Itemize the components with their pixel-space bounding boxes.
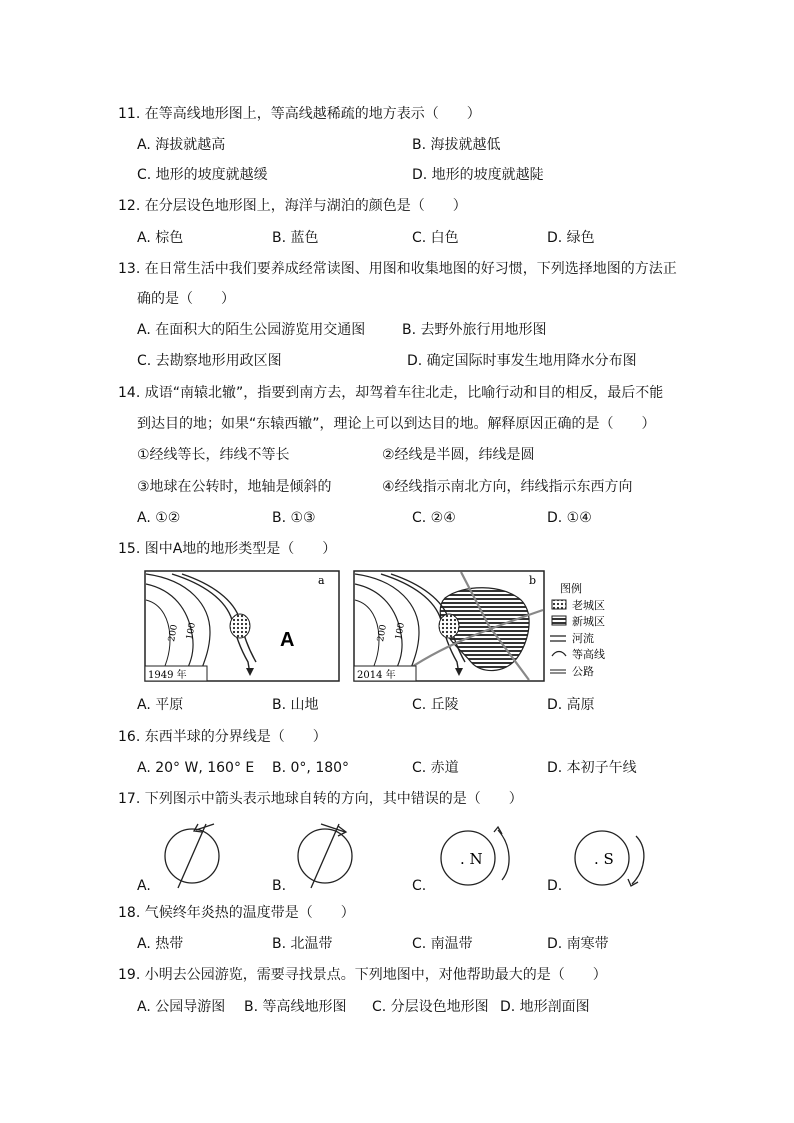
map-1949-contour-label-200: 200 (167, 623, 180, 643)
q18-stem: 18. 气候终年炎热的温度带是（ ） (118, 905, 355, 921)
q14-statement-1: ①经线等长，纬线不等长 (137, 447, 290, 463)
legend-river: 河流 (572, 632, 594, 645)
q13-option-b: B. 去野外旅行用地形图 (402, 322, 547, 338)
figure-b-axis (311, 824, 339, 888)
q18-option-a: A. 热带 (137, 936, 184, 952)
legend-contour: 等高线 (572, 648, 605, 661)
legend-old-city-swatch (552, 600, 566, 609)
q18-option-d: D. 南寒带 (547, 936, 609, 952)
map-legend (548, 578, 628, 682)
q15-option-b: B. 山地 (272, 697, 319, 713)
q12-option-c: C. 白色 (412, 230, 459, 246)
q13-option-c: C. 去勘察地形用政区图 (137, 353, 282, 369)
q14-statement-3: ③地球在公转时，地轴是倾斜的 (137, 479, 332, 495)
map-1949-corner-label: a (318, 574, 325, 587)
q19-stem: 19. 小明去公园游览，需要寻找景点。下列地图中，对他帮助最大的是（ ） (118, 967, 607, 983)
q14-option-b: B. ①③ (272, 510, 316, 526)
q14-statement-4: ④经线指示南北方向，纬线指示东西方向 (382, 479, 633, 495)
rotation-figure-a (160, 818, 230, 890)
q15-option-d: D. 高原 (547, 697, 595, 713)
q16-option-a: A. 20° W, 160° E (137, 760, 255, 776)
figure-d-south-pole: . S (594, 850, 614, 868)
q19-option-a: A. 公园导游图 (137, 999, 226, 1015)
q12-option-a: A. 棕色 (137, 230, 184, 246)
q18-option-c: C. 南温带 (412, 936, 473, 952)
q16-option-d: D. 本初子午线 (547, 760, 637, 776)
q19-option-d: D. 地形剖面图 (500, 999, 590, 1015)
q18-option-b: B. 北温带 (272, 936, 333, 952)
legend-road-swatch (550, 670, 566, 673)
q16-option-c: C. 赤道 (412, 760, 459, 776)
q14-statement-2: ②经线是半圆，纬线是圆 (382, 447, 535, 463)
map-2014-corner-label: b (529, 574, 537, 587)
q13-option-d: D. 确定国际时事发生地用降水分布图 (407, 353, 637, 369)
map-1949 (144, 570, 340, 682)
q11-option-d: D. 地形的坡度就越陡 (412, 167, 544, 183)
map-2014-year: 2014 年 (357, 670, 396, 681)
figure-c-north-pole: . N (460, 850, 483, 868)
q14-option-d: D. ①④ (547, 510, 592, 526)
q13-stem-line-1: 13. 在日常生活中我们要养成经常读图、用图和收集地图的好习惯，下列选择地图的方法正 (118, 261, 677, 277)
q17-option-b: B. (272, 878, 287, 894)
q11-option-a: A. 海拔就越高 (137, 137, 226, 153)
map-2014-contour-label-100: 100 (394, 621, 407, 641)
legend-contour-swatch (552, 652, 566, 657)
map-1949-old-city (230, 614, 250, 638)
q17-option-c: C. (412, 878, 427, 894)
rotation-figure-d (570, 818, 654, 890)
map-2014 (353, 570, 545, 682)
q19-option-b: B. 等高线地形图 (244, 999, 347, 1015)
legend-new-city: 新城区 (572, 615, 605, 628)
q12-option-b: B. 蓝色 (272, 230, 319, 246)
rotation-figure-c (436, 818, 520, 890)
q17-option-a: A. (137, 878, 151, 894)
legend-river-swatch (550, 636, 566, 641)
q13-option-a: A. 在面积大的陌生公园游览用交通图 (137, 322, 366, 338)
rotation-figure-b (293, 818, 363, 890)
map-2014-old-city (439, 614, 459, 638)
q15-option-a: A. 平原 (137, 697, 184, 713)
q11-option-c: C. 地形的坡度就越缓 (137, 167, 268, 183)
legend-title: 图例 (560, 582, 582, 595)
q17-option-d: D. (547, 878, 563, 894)
q14-stem-line-2: 到达目的地；如果“东辕西辙”，理论上可以到达目的地。解释原因正确的是（ ） (137, 416, 656, 432)
q14-stem-line-1: 14. 成语“南辕北辙”，指要到南方去，却驾着车往北走，比喻行动和目的相反，最后不能 (118, 385, 664, 401)
legend-new-city-swatch (552, 616, 566, 625)
q15-option-c: C. 丘陵 (412, 697, 459, 713)
q11-stem: 11. 在等高线地形图上，等高线越稀疏的地方表示（ ） (118, 106, 481, 122)
figure-c-arrow-line (498, 830, 509, 880)
map-1949-year: 1949 年 (148, 670, 187, 681)
q12-stem: 12. 在分层设色地形图上，海洋与湖泊的颜色是（ ） (118, 198, 467, 214)
q19-option-c: C. 分层设色地形图 (372, 999, 489, 1015)
map-1949-point-a: A (280, 629, 295, 651)
q15-stem: 15. 图中A地的地形类型是（ ） (118, 541, 337, 557)
q13-stem-line-2: 确的是（ ） (137, 291, 235, 307)
figure-d-arrow-line (632, 836, 644, 884)
map-2014-contour-label-200: 200 (376, 623, 389, 643)
q16-stem: 16. 东西半球的分界线是（ ） (118, 729, 327, 745)
legend-old-city: 老城区 (572, 599, 605, 612)
q11-option-b: B. 海拔就越低 (412, 137, 501, 153)
q12-option-d: D. 绿色 (547, 230, 595, 246)
q16-option-b: B. 0°, 180° (272, 760, 350, 776)
figure-a-axis (178, 824, 206, 888)
legend-road: 公路 (572, 665, 594, 678)
q14-option-a: A. ①② (137, 510, 181, 526)
q17-stem: 17. 下列图示中箭头表示地球自转的方向，其中错误的是（ ） (118, 791, 523, 807)
map-1949-contour-label-100: 100 (185, 621, 198, 641)
q14-option-c: C. ②④ (412, 510, 456, 526)
